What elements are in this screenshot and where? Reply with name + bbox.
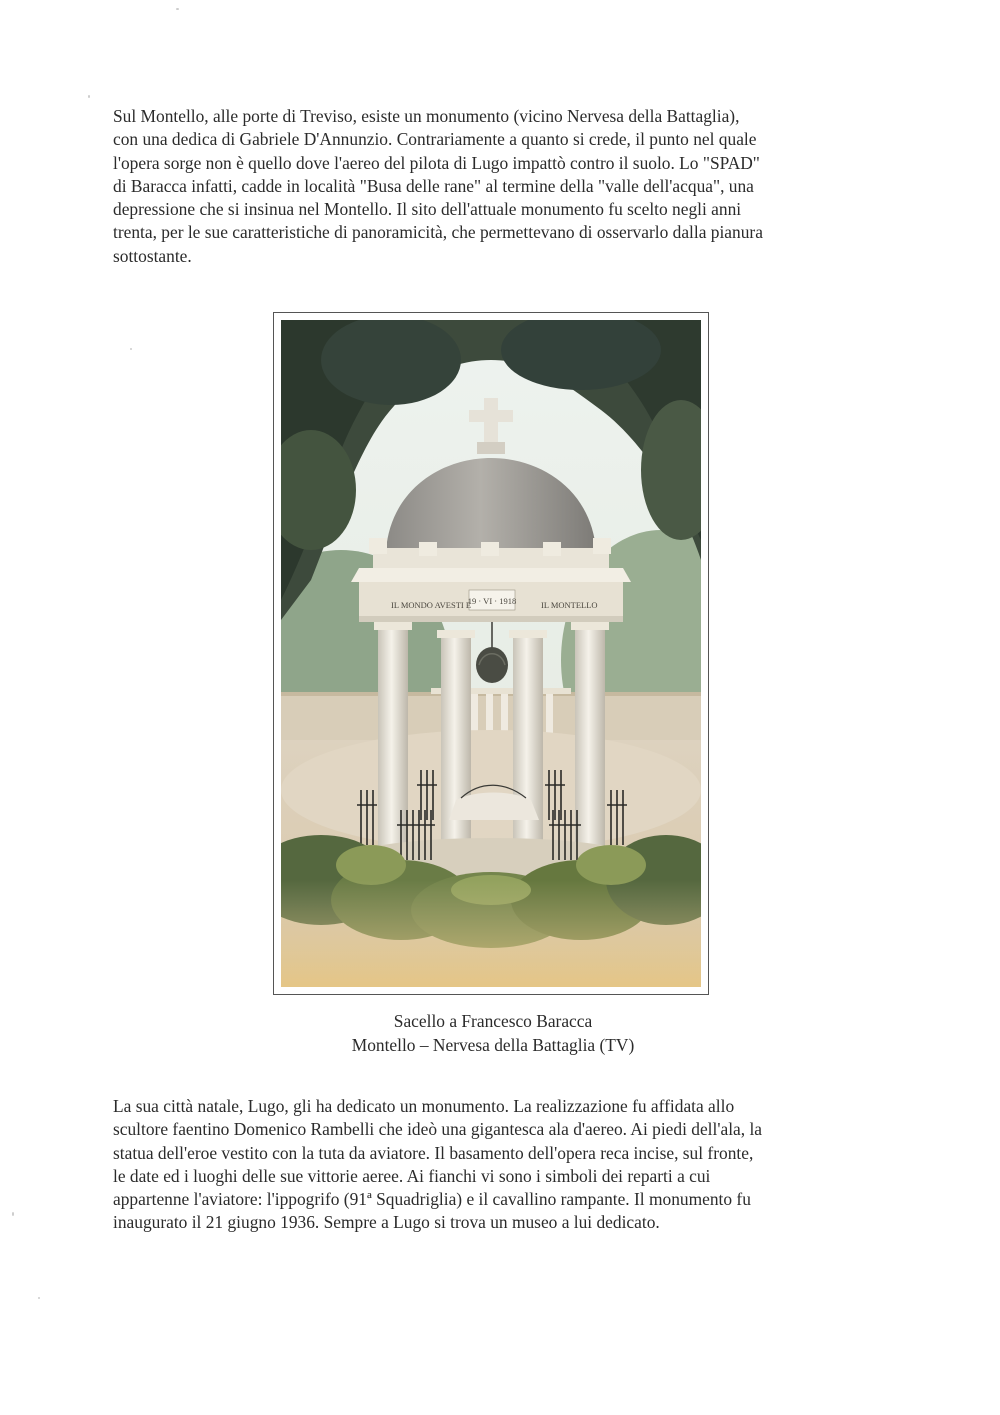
text-line: statua dell'eroe vestito con la tuta da aviatore. Il basamento dell'opera reca incise, sul fronte, (113, 1142, 754, 1163)
text-line: scultore faentino Domenico Rambelli che ideò una gigantesca ala d'aereo. Ai piedi dell'ala, la (113, 1119, 762, 1140)
inscription-left: IL MONDO AVESTI E (391, 600, 472, 610)
photo-caption-location: Montello – Nervesa della Battaglia (TV) (351, 1035, 635, 1055)
lugo-paragraph (113, 1095, 873, 1235)
text-line: di Baracca infatti, cadde in località "Busa delle rane" al termine della "valle dell'acqua", una (113, 175, 754, 196)
scan-speck (38, 1297, 40, 1299)
text-line: trenta, per le sue caratteristiche di panoramicità, che permettevano di osservarlo dalla pianura (113, 222, 763, 243)
inscription-right: IL MONTELLO (541, 600, 598, 610)
sacello-illustration (281, 320, 701, 987)
text-line: depressione che si insinua nel Montello. Il sito dell'attuale monumento fu scelto negli anni (113, 199, 742, 220)
text-line: con una dedica di Gabriele D'Annunzio. Contrariamente a quanto si crede, il punto nel quale (113, 129, 757, 150)
scan-speck (176, 8, 179, 10)
text-line: inaugurato il 21 giugno 1936. Sempre a Lugo si trova un museo a lui dedicato. (113, 1212, 660, 1233)
intro-paragraph (113, 105, 873, 268)
inscription-date: 19 · VI · 1918 (467, 596, 517, 606)
monument-photo (281, 320, 701, 987)
scan-speck (88, 95, 90, 98)
text-line: appartenne l'aviatore: l'ippogrifo (91ª Squadriglia) e il cavallino rampante. Il monumento fu (113, 1189, 751, 1210)
text-line: sottostante. (113, 245, 192, 266)
text-line: le date ed i luoghi delle sue vittorie aeree. Ai fianchi vi sono i simboli dei reparti a cui (113, 1165, 711, 1186)
text-line: La sua città natale, Lugo, gli ha dedicato un monumento. La realizzazione fu affidata allo (113, 1096, 735, 1116)
text-line: Sul Montello, alle porte di Treviso, esiste un monumento (vicino Nervesa della Battaglia), (113, 106, 740, 126)
monument-photo-frame (273, 312, 709, 995)
scan-speck (12, 1212, 14, 1216)
text-line: l'opera sorge non è quello dove l'aereo del pilota di Lugo impattò contro il suolo. Lo "SPAD" (113, 152, 760, 173)
photo-caption-title: Sacello a Francesco Baracca (393, 1011, 593, 1031)
scan-speck (130, 348, 132, 350)
